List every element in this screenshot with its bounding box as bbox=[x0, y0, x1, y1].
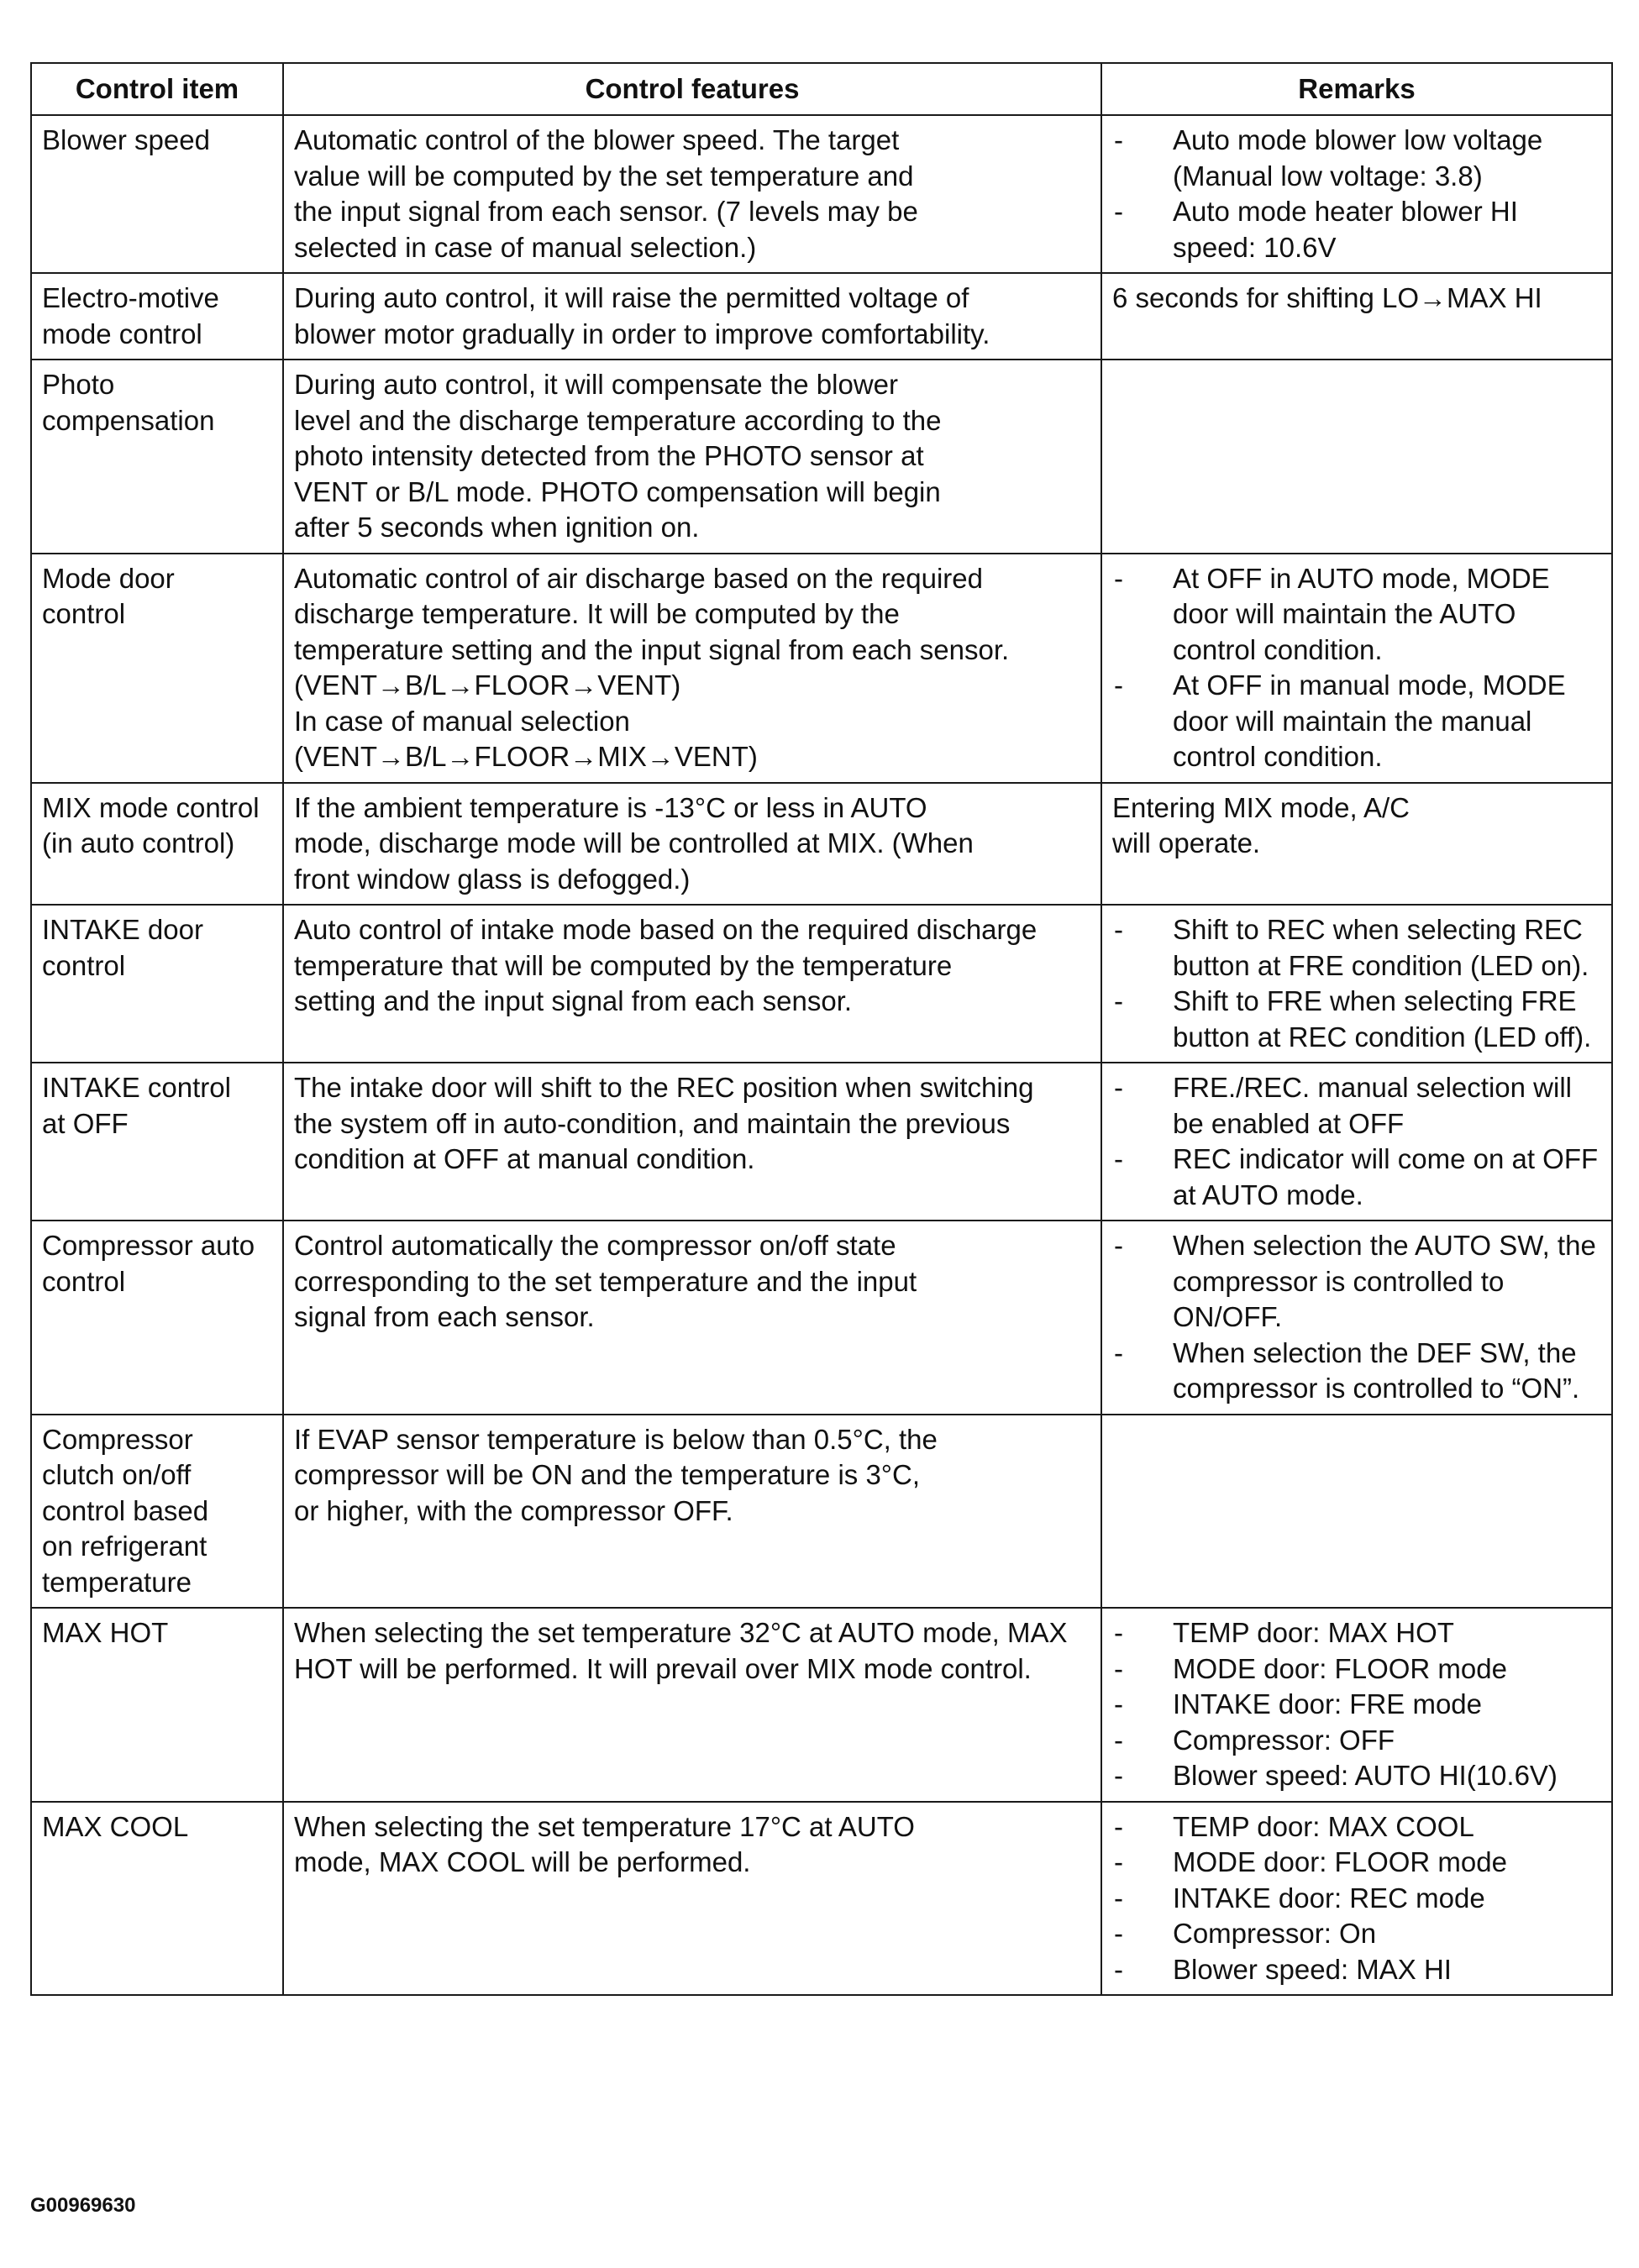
control-features-cell-line: temperature that will be computed by the temperature bbox=[294, 949, 953, 981]
control-item-cell bbox=[31, 554, 283, 783]
control-item-cell bbox=[31, 1221, 283, 1415]
control-features-cell-line: If the ambient temperature is -13°C or less in AUTO bbox=[294, 791, 927, 823]
control-item-cell-line: Compressor auto bbox=[42, 1230, 255, 1261]
control-item-cell-line: Photo bbox=[42, 369, 115, 400]
remarks-cell bbox=[1101, 360, 1612, 554]
control-item-cell bbox=[31, 1415, 283, 1609]
table-row bbox=[31, 360, 1612, 554]
control-features-cell-line: During auto control, it will raise the permitted voltage of bbox=[294, 282, 969, 313]
remark-item: - INTAKE door: REC mode bbox=[1112, 1881, 1603, 1917]
control-item-cell-line: INTAKE door bbox=[42, 914, 203, 945]
control-features-cell bbox=[283, 783, 1101, 906]
control-item-cell-line: control bbox=[42, 949, 126, 981]
control-item-cell bbox=[31, 360, 283, 554]
control-item-cell-line: temperature bbox=[42, 1566, 192, 1598]
remarks-cell bbox=[1101, 1221, 1612, 1415]
header-remarks: Remarks bbox=[1101, 63, 1612, 115]
control-item-cell-line: MAX HOT bbox=[42, 1617, 169, 1648]
remarks-cell-line: 6 seconds for shifting LO→MAX HI bbox=[1112, 282, 1542, 313]
remarks-cell bbox=[1101, 273, 1612, 360]
control-item-cell-line: control bbox=[42, 1265, 126, 1297]
control-features-cell-line: The intake door will shift to the REC position when switching bbox=[294, 1072, 1034, 1103]
control-features-cell-line: after 5 seconds when ignition on. bbox=[294, 512, 700, 543]
remark-item: - When selection the AUTO SW, the compressor is controlled to ON/OFF. bbox=[1112, 1228, 1603, 1336]
remarks-list bbox=[1112, 561, 1603, 775]
control-item-cell-line: control bbox=[42, 598, 126, 629]
control-item-cell bbox=[31, 1608, 283, 1802]
control-features-cell-line: When selecting the set temperature 17°C at AUTO bbox=[294, 1810, 915, 1842]
control-features-cell-line: selected in case of manual selection.) bbox=[294, 231, 757, 263]
table-body bbox=[31, 115, 1612, 1995]
control-features-cell bbox=[283, 1221, 1101, 1415]
control-features-cell bbox=[283, 554, 1101, 783]
control-item-cell bbox=[31, 115, 283, 273]
control-features-cell-line: During auto control, it will compensate the blower bbox=[294, 369, 899, 400]
control-features-cell-line: value will be computed by the set temperature and bbox=[294, 160, 914, 192]
remarks-cell bbox=[1101, 905, 1612, 1063]
control-features-cell bbox=[283, 360, 1101, 554]
control-features-cell-line: setting and the input signal from each sensor. bbox=[294, 985, 853, 1016]
remark-item: - Blower speed: AUTO HI(10.6V) bbox=[1112, 1758, 1603, 1794]
control-features-cell-line: compressor will be ON and the temperature is 3°C, bbox=[294, 1459, 920, 1490]
remark-item: - Blower speed: MAX HI bbox=[1112, 1952, 1603, 1988]
control-features-cell-line: level and the discharge temperature according to the bbox=[294, 404, 942, 436]
control-item-cell-line: on refrigerant bbox=[42, 1530, 208, 1562]
control-item-cell-line: mode control bbox=[42, 318, 202, 349]
control-features-cell-line: discharge temperature. It will be computed by the bbox=[294, 598, 900, 629]
control-table bbox=[30, 62, 1613, 1996]
remark-item: - TEMP door: MAX HOT bbox=[1112, 1615, 1603, 1651]
control-features-cell-line: Automatic control of air discharge based on the required bbox=[294, 562, 983, 594]
remark-item: - Auto mode blower low voltage (Manual low voltage: 3.8) bbox=[1112, 123, 1603, 194]
remark-item: - MODE door: FLOOR mode bbox=[1112, 1845, 1603, 1881]
control-features-cell-line: corresponding to the set temperature and the input bbox=[294, 1265, 917, 1297]
control-features-cell-line: blower motor gradually in order to improve comfortability. bbox=[294, 318, 990, 349]
remarks-list bbox=[1112, 1228, 1603, 1407]
control-item-cell-line: (in auto control) bbox=[42, 827, 235, 858]
control-item-cell bbox=[31, 1063, 283, 1221]
control-features-cell-line: Automatic control of the blower speed. The target bbox=[294, 124, 900, 155]
remark-item: - REC indicator will come on at OFF at AUTO mode. bbox=[1112, 1142, 1603, 1213]
table-row bbox=[31, 1802, 1612, 1996]
control-features-cell-line: front window glass is defogged.) bbox=[294, 863, 691, 895]
control-item-cell bbox=[31, 905, 283, 1063]
remarks-cell-line: Entering MIX mode, A/C bbox=[1112, 791, 1410, 823]
remarks-list bbox=[1112, 1070, 1603, 1213]
control-features-cell-line: Control automatically the compressor on/off state bbox=[294, 1230, 896, 1261]
control-features-cell bbox=[283, 905, 1101, 1063]
remark-item: - Compressor: OFF bbox=[1112, 1723, 1603, 1759]
control-features-cell-line: signal from each sensor. bbox=[294, 1301, 595, 1332]
control-features-cell-line: photo intensity detected from the PHOTO sensor at bbox=[294, 440, 924, 471]
remark-item: - MODE door: FLOOR mode bbox=[1112, 1651, 1603, 1688]
remarks-list bbox=[1112, 912, 1603, 1055]
figure-code: G00969630 bbox=[30, 2194, 136, 2217]
remark-item: - Shift to REC when selecting REC button at FRE condition (LED on). bbox=[1112, 912, 1603, 984]
table-row bbox=[31, 1415, 1612, 1609]
header-control-features: Control features bbox=[283, 63, 1101, 115]
control-features-cell-line: HOT will be performed. It will prevail over MIX mode control. bbox=[294, 1652, 1032, 1684]
control-features-cell-line: temperature setting and the input signal from each sensor. bbox=[294, 633, 1010, 665]
control-features-cell-line: When selecting the set temperature 32°C at AUTO mode, MAX bbox=[294, 1617, 1068, 1648]
control-features-cell bbox=[283, 115, 1101, 273]
remark-item: - TEMP door: MAX COOL bbox=[1112, 1809, 1603, 1845]
remarks-cell bbox=[1101, 1063, 1612, 1221]
control-features-cell-line: or higher, with the compressor OFF. bbox=[294, 1494, 733, 1526]
control-item-cell-line: Compressor bbox=[42, 1423, 193, 1455]
remark-item: - INTAKE door: FRE mode bbox=[1112, 1687, 1603, 1723]
table-row bbox=[31, 554, 1612, 783]
remark-item: - When selection the DEF SW, the compressor is controlled to “ON”. bbox=[1112, 1336, 1603, 1407]
remarks-cell-line: will operate. bbox=[1112, 827, 1261, 858]
control-item-cell-line: at OFF bbox=[42, 1107, 129, 1139]
control-features-cell-line: If EVAP sensor temperature is below than 0.5°C, the bbox=[294, 1423, 938, 1455]
table-header-row bbox=[31, 63, 1612, 115]
remark-item: - Shift to FRE when selecting FRE button at REC condition (LED off). bbox=[1112, 984, 1603, 1055]
table-row bbox=[31, 905, 1612, 1063]
remarks-cell bbox=[1101, 1608, 1612, 1802]
table-row bbox=[31, 273, 1612, 360]
control-features-cell bbox=[283, 1415, 1101, 1609]
remark-item: - At OFF in manual mode, MODE door will maintain the manual control condition. bbox=[1112, 668, 1603, 775]
control-features-cell-line: the input signal from each sensor. (7 levels may be bbox=[294, 196, 918, 227]
remarks-cell bbox=[1101, 783, 1612, 906]
control-item-cell bbox=[31, 783, 283, 906]
control-item-cell-line: MIX mode control bbox=[42, 791, 260, 823]
remark-item: - Compressor: On bbox=[1112, 1916, 1603, 1952]
remarks-cell bbox=[1101, 1802, 1612, 1996]
header-control-item: Control item bbox=[31, 63, 283, 115]
control-features-cell-line: mode, discharge mode will be controlled at MIX. (When bbox=[294, 827, 974, 858]
remarks-cell bbox=[1101, 1415, 1612, 1609]
control-features-cell-line: Auto control of intake mode based on the required discharge bbox=[294, 914, 1038, 945]
control-item-cell-line: INTAKE control bbox=[42, 1072, 231, 1103]
table-row bbox=[31, 115, 1612, 273]
control-features-cell-line: In case of manual selection bbox=[294, 705, 630, 737]
control-item-cell-line: control based bbox=[42, 1494, 209, 1526]
remarks-list bbox=[1112, 1615, 1603, 1794]
remarks-list bbox=[1112, 123, 1603, 265]
table-row bbox=[31, 1608, 1612, 1802]
remark-item: - FRE./REC. manual selection will be enabled at OFF bbox=[1112, 1070, 1603, 1142]
table-row bbox=[31, 1063, 1612, 1221]
control-item-cell bbox=[31, 273, 283, 360]
remarks-cell bbox=[1101, 554, 1612, 783]
control-features-cell-line: (VENT→B/L→FLOOR→VENT) bbox=[294, 669, 681, 701]
remark-item: - Auto mode heater blower HI speed: 10.6V bbox=[1112, 194, 1603, 265]
control-features-cell-line: VENT or B/L mode. PHOTO compensation will begin bbox=[294, 475, 941, 507]
control-features-cell bbox=[283, 273, 1101, 360]
control-item-cell-line: Mode door bbox=[42, 562, 175, 594]
control-item-cell-line: clutch on/off bbox=[42, 1459, 192, 1490]
remarks-list bbox=[1112, 1809, 1603, 1988]
control-features-cell-line: mode, MAX COOL will be performed. bbox=[294, 1846, 751, 1877]
control-features-cell bbox=[283, 1063, 1101, 1221]
remark-item: - At OFF in AUTO mode, MODE door will maintain the AUTO control condition. bbox=[1112, 561, 1603, 669]
control-item-cell-line: Blower speed bbox=[42, 124, 210, 155]
control-features-cell-line: (VENT→B/L→FLOOR→MIX→VENT) bbox=[294, 741, 758, 772]
control-features-cell-line: the system off in auto-condition, and maintain the previous bbox=[294, 1107, 1011, 1139]
remarks-cell bbox=[1101, 115, 1612, 273]
control-features-cell bbox=[283, 1608, 1101, 1802]
control-features-cell-line: condition at OFF at manual condition. bbox=[294, 1143, 755, 1174]
table-row bbox=[31, 1221, 1612, 1415]
control-item-cell-line: MAX COOL bbox=[42, 1810, 189, 1842]
control-item-cell bbox=[31, 1802, 283, 1996]
control-item-cell-line: Electro-motive bbox=[42, 282, 219, 313]
control-item-cell-line: compensation bbox=[42, 404, 215, 436]
table-row bbox=[31, 783, 1612, 906]
control-features-cell bbox=[283, 1802, 1101, 1996]
